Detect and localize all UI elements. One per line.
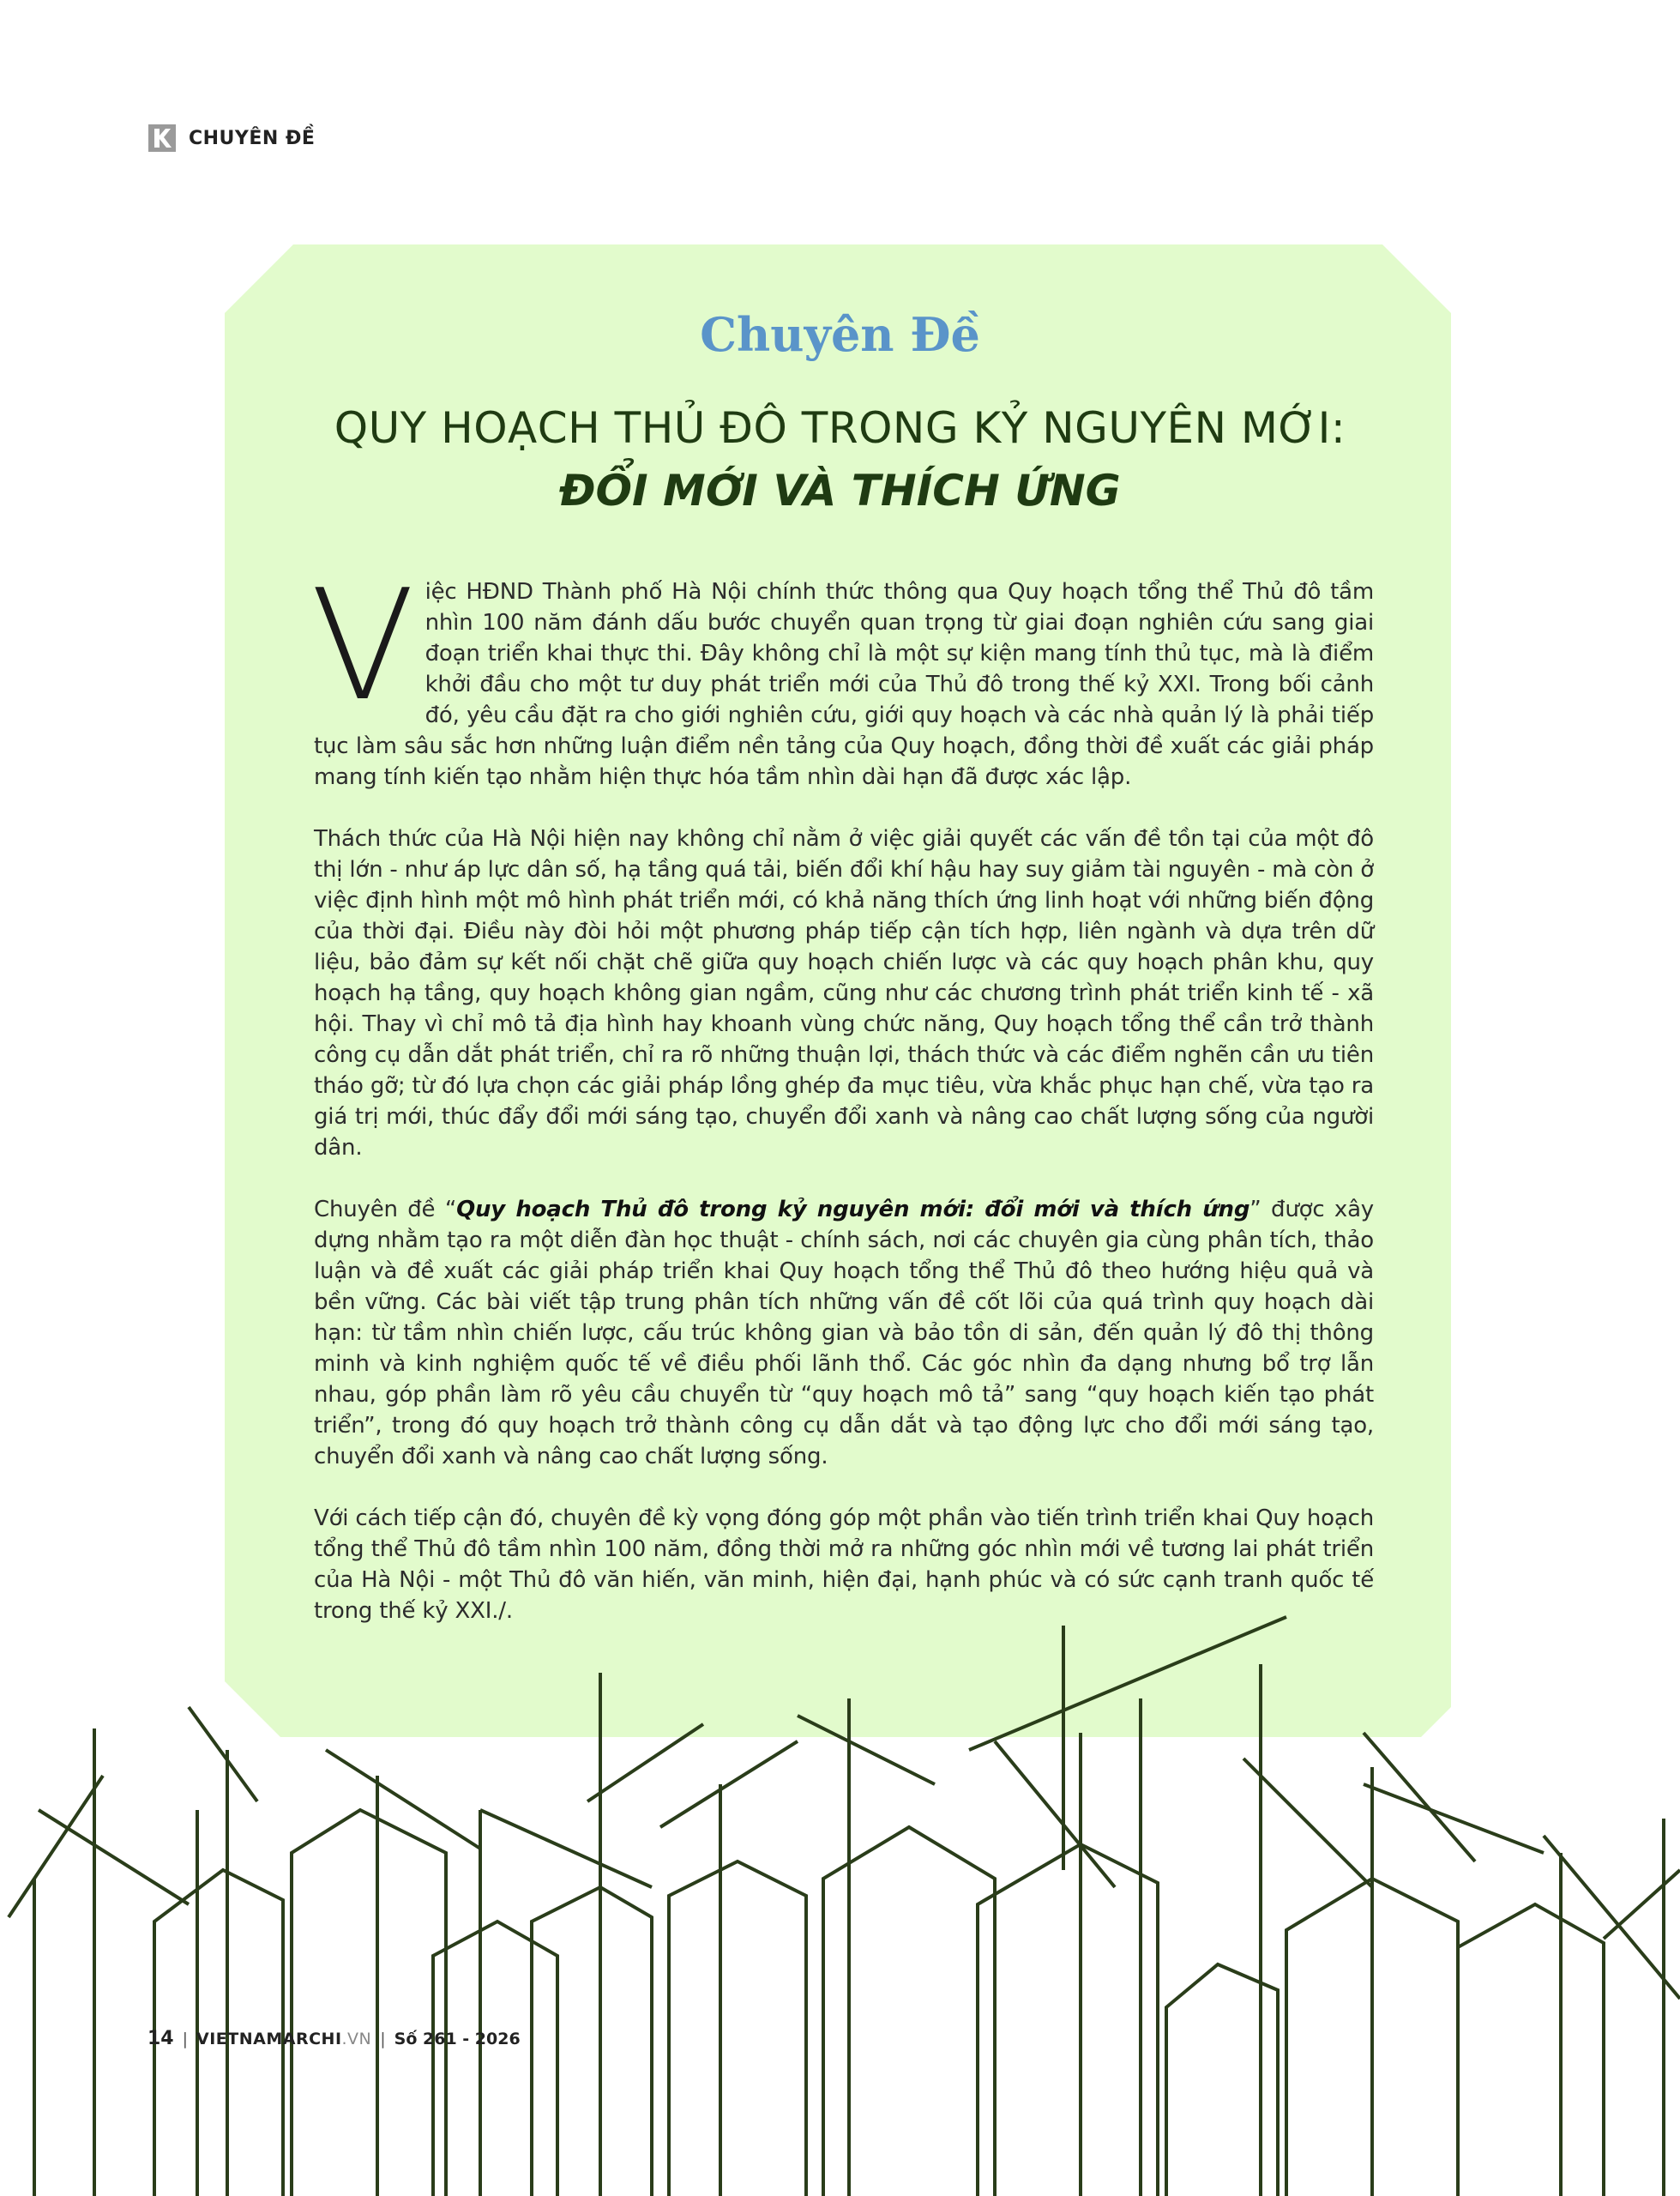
kicker-title: Chuyên Đề — [700, 307, 980, 362]
brand-suffix: .VN — [341, 2029, 372, 2048]
paragraph-3-prefix: Chuyên đề “ — [314, 1197, 457, 1222]
article-body — [310, 557, 1374, 1657]
magazine-logo-icon — [148, 124, 177, 153]
footer-divider-2: | — [380, 2029, 386, 2048]
feature-name-emphasis: Quy hoạch Thủ đô trong kỷ nguyên mới: đổi mới và thích ứng — [456, 1197, 1250, 1222]
paragraph-1 — [310, 557, 1374, 793]
paragraph-3-text: ” được xây dựng nhằm tạo ra một diễn đàn học thuật - chính sách, nơi các chuyên gia cùng phân tích, thảo luận và đề xuất các giải pháp triển khai Quy hoạch tổng thể Thủ đô theo hướng hiệu quả và bền vững. Các bài viết tập trung phân tích những vấn đề cốt lõi của quá trình quy hoạch dài hạn: từ tầm nhìn chiến lược, cấu trúc không gian và bảo tồn di sản, đến quản lý đô thị thông minh và kinh nghiệm quốc tế về điều phối lãnh thổ. Các góc nhìn đa dạng nhưng bổ trợ lẫn nhau, góp phần làm rõ yêu cầu chuyển từ “quy hoạch mô tả” sang “quy hoạch kiến tạo phát triển”, trong đó quy hoạch trở thành công cụ dẫn dắt và tạo động lực cho đổi mới sáng tạo, chuyển đổi xanh và nâng cao chất lượng sống. — [314, 1197, 1374, 1469]
headline-line-1: QUY HOẠCH THỦ ĐÔ TRONG KỶ NGUYÊN MỚI: — [334, 403, 1346, 453]
page-header — [148, 124, 315, 153]
page-number: 14 — [148, 2028, 174, 2049]
drop-cap: V — [310, 557, 415, 734]
headline-line-2: ĐỔI MỚI VÀ THÍCH ỨNG — [559, 466, 1121, 516]
paragraph-3 — [314, 1194, 1374, 1472]
brand-name: VIETNAMARCHI — [196, 2029, 342, 2048]
section-label: CHUYÊN ĐỀ — [189, 127, 316, 149]
issue-number: Số 261 - 2026 — [394, 2029, 521, 2048]
skyline-line-illustration — [0, 1613, 1680, 2196]
paragraph-4: Với cách tiếp cận đó, chuyên đề kỳ vọng đóng góp một phần vào tiến trình triển khai Quy hoạch tổng thể Thủ đô tầm nhìn 100 năm, đồng thời mở ra những góc nhìn mới về tương lai phát triển của Hà Nội - một Thủ đô văn hiến, văn minh, hiện đại, hạnh phúc và có sức cạnh tranh quốc tế trong thế kỷ XXI./. — [314, 1505, 1374, 1624]
paragraph-1-text: iệc HĐND Thành phố Hà Nội chính thức thông qua Quy hoạch tổng thể Thủ đô tầm nhìn 100 năm đánh dấu bước chuyển quan trọng từ giai đoạn nghiên cứu sang giai đoạn triển khai thực thi. Đây không chỉ là một sự kiện mang tính thủ tục, mà là điểm khởi đầu cho một tư duy phát triển mới của Thủ đô trong thế kỷ XXI. Trong bối cảnh đó, yêu cầu đặt ra cho giới nghiên cứu, giới quy hoạch và các nhà quản lý là phải tiếp tục làm sâu sắc hơn những luận điểm nền tảng của Quy hoạch, đồng thời đề xuất các giải pháp mang tính kiến tạo nhằm hiện thực hóa tầm nhìn dài hạn đã được xác lập. — [314, 579, 1374, 790]
paragraph-2: Thách thức của Hà Nội hiện nay không chỉ nằm ở việc giải quyết các vấn đề tồn tại của một đô thị lớn - như áp lực dân số, hạ tầng quá tải, biến đổi khí hậu hay suy giảm tài nguyên - mà còn ở việc định hình một mô hình phát triển mới, có khả năng thích ứng linh hoạt với những biến động của thời đại. Điều này đòi hỏi một phương pháp tiếp cận tích hợp, liên ngành và dựa trên dữ liệu, bảo đảm sự kết nối chặt chẽ giữa quy hoạch chiến lược và các quy hoạch phân khu, quy hoạch hạ tầng, quy hoạch không gian ngầm, cũng như các chương trình phát triển kinh tế - xã hội. Thay vì chỉ mô tả địa hình hay khoanh vùng chức năng, Quy hoạch tổng thể cần trở thành công cụ dẫn dắt phát triển, chỉ ra rõ những thuận lợi, thách thức và các điểm nghẽn cần ưu tiên tháo gỡ; từ đó lựa chọn các giải pháp lồng ghép đa mục tiêu, vừa khắc phục hạn chế, vừa tạo ra giá trị mới, thúc đẩy đổi mới sáng tạo, chuyển đổi xanh và nâng cao chất lượng sống của người dân. — [314, 826, 1374, 1161]
page-footer — [148, 2028, 521, 2049]
footer-divider: | — [182, 2029, 189, 2048]
